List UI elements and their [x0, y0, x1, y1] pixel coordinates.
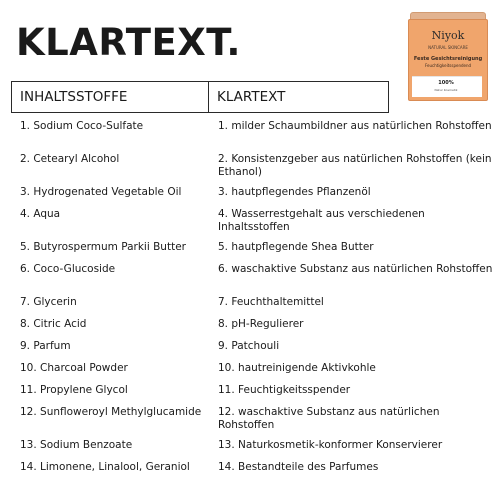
ingredient-cell: 13. Sodium Benzoate	[20, 439, 133, 451]
product-brand: Niyok	[431, 29, 465, 42]
product-name: Feste Gesichtsreinigung	[413, 56, 483, 62]
page-title: KLARTEXT.	[16, 21, 241, 64]
ingredient-cell: 2. Cetearyl Alcohol	[20, 153, 120, 165]
ingredient-cell: 5. Butyrospermum Parkii Butter	[20, 241, 186, 253]
plain-text-cell: 9. Patchouli	[218, 340, 280, 352]
ingredient-cell: 9. Parfum	[20, 340, 71, 352]
ingredients-header	[11, 81, 389, 113]
plain-text-cell: 10. hautreinigende Aktivkohle	[218, 362, 376, 374]
plain-text-cell: 4. Wasserrestgehalt aus verschiedenen Inhaltsstoffen	[218, 208, 425, 233]
plain-text-cell: 5. hautpflegende Shea Butter	[218, 241, 374, 253]
product-claim-sub: Natur Kosmetik	[434, 88, 458, 92]
plain-text-cell: 3. hautpflegendes Pflanzenöl	[218, 186, 371, 198]
product-variant: Feuchtigkeitsspendend	[424, 63, 472, 68]
ingredient-cell: 4. Aqua	[20, 208, 61, 220]
ingredient-cell: 11. Propylene Glycol	[20, 384, 128, 396]
product-claim: 100%	[438, 80, 454, 86]
plain-text-cell: 12. waschaktive Substanz aus natürlichen Rohstoffen	[218, 406, 440, 431]
ingredient-cell: 12. Sunfloweroyl Methylglucamide	[20, 406, 202, 418]
ingredient-cell: 1. Sodium Coco-Sulfate	[20, 120, 144, 132]
plain-text-cell: 7. Feuchthaltemittel	[218, 296, 324, 308]
plain-text-cell: 11. Feuchtigkeitsspender	[218, 384, 351, 396]
ingredient-cell: 8. Citric Acid	[20, 318, 87, 330]
ingredient-cell: 6. Coco-Glucoside	[20, 263, 116, 275]
plain-text-cell: 6. waschaktive Substanz aus natürlichen Rohstoffen	[218, 263, 493, 275]
plain-text-cell: 14. Bestandteile des Parfumes	[218, 461, 379, 473]
ingredient-cell: 10. Charcoal Powder	[20, 362, 128, 374]
plain-text-cell: 13. Naturkosmetik-konformer Konservierer	[218, 439, 443, 451]
header-ingredients: INHALTSSTOFFE	[12, 82, 209, 113]
ingredient-cell: 14. Limonene, Linalool, Geraniol	[20, 461, 190, 473]
plain-text-cell: 1. milder Schaumbildner aus natürlichen Rohstoffen	[218, 120, 492, 132]
product-subtitle: NATURAL SKINCARE	[428, 45, 468, 50]
ingredient-cell: 7. Glycerin	[20, 296, 77, 308]
plain-text-cell: 8. pH-Regulierer	[218, 318, 304, 330]
product-image	[404, 6, 488, 102]
plain-text-cell: 2. Konsistenzgeber aus natürlichen Rohstoffen (kein Ethanol)	[218, 153, 492, 178]
header-plain: KLARTEXT	[209, 82, 389, 113]
ingredient-cell: 3. Hydrogenated Vegetable Oil	[20, 186, 182, 198]
